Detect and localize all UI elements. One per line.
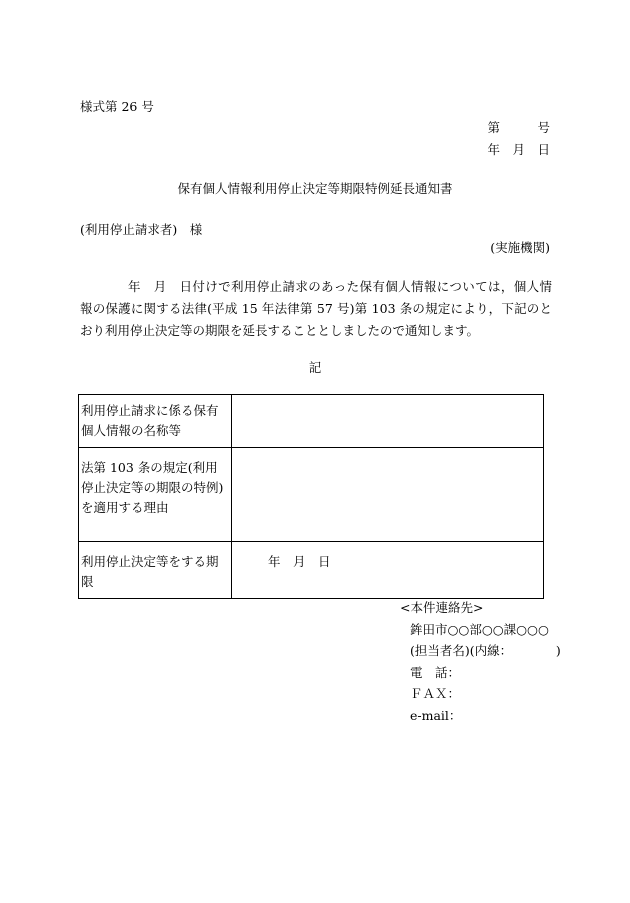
table-label-cell: 法第 103 条の規定(利用停止決定等の期限の特例)を適用する理由: [79, 448, 232, 542]
table-label-cell: 利用停止決定等をする期限: [79, 542, 232, 599]
deadline-date-cell: 年 月 日: [232, 542, 544, 599]
contact-block: [400, 597, 561, 726]
table-label-cell: 利用停止請求に係る保有個人情報の名称等: [79, 395, 232, 448]
contact-heading: <本件連絡先>: [400, 600, 484, 615]
contact-phone: 電 話：: [410, 664, 461, 680]
info-table: [78, 394, 544, 599]
table-value-cell: [232, 448, 544, 542]
contact-fax: ＦＡＸ：: [410, 686, 461, 701]
body-paragraph: 年 月 日付けで利用停止請求のあった保有個人情報については，個人情報の保護に関する法律(平成 15 年法律第 57 号)第 103 条の規定により，下記のとおり利用停止決定等の期限を延長することとしましたので通知します。: [80, 279, 552, 338]
table-row: [79, 395, 544, 448]
table-value-cell: [232, 395, 544, 448]
table-row: [79, 542, 544, 599]
ki-heading: 記: [308, 360, 322, 375]
form-number: 様式第 26 号: [80, 99, 154, 114]
document-number: 第 号: [487, 120, 550, 135]
sender-organization: (実施機関): [490, 240, 550, 255]
addressee: (利用停止請求者) 様: [80, 222, 203, 237]
contact-email: e-mail：: [410, 707, 462, 723]
contact-department: 鉾田市○○部○○課○○○: [410, 621, 549, 637]
table-row: [79, 448, 544, 542]
document-title: 保有個人情報利用停止決定等期限特例延長通知書: [177, 181, 453, 196]
document-date: 年 月 日: [487, 142, 550, 157]
contact-person: (担当者名)(内線： ): [410, 643, 561, 658]
